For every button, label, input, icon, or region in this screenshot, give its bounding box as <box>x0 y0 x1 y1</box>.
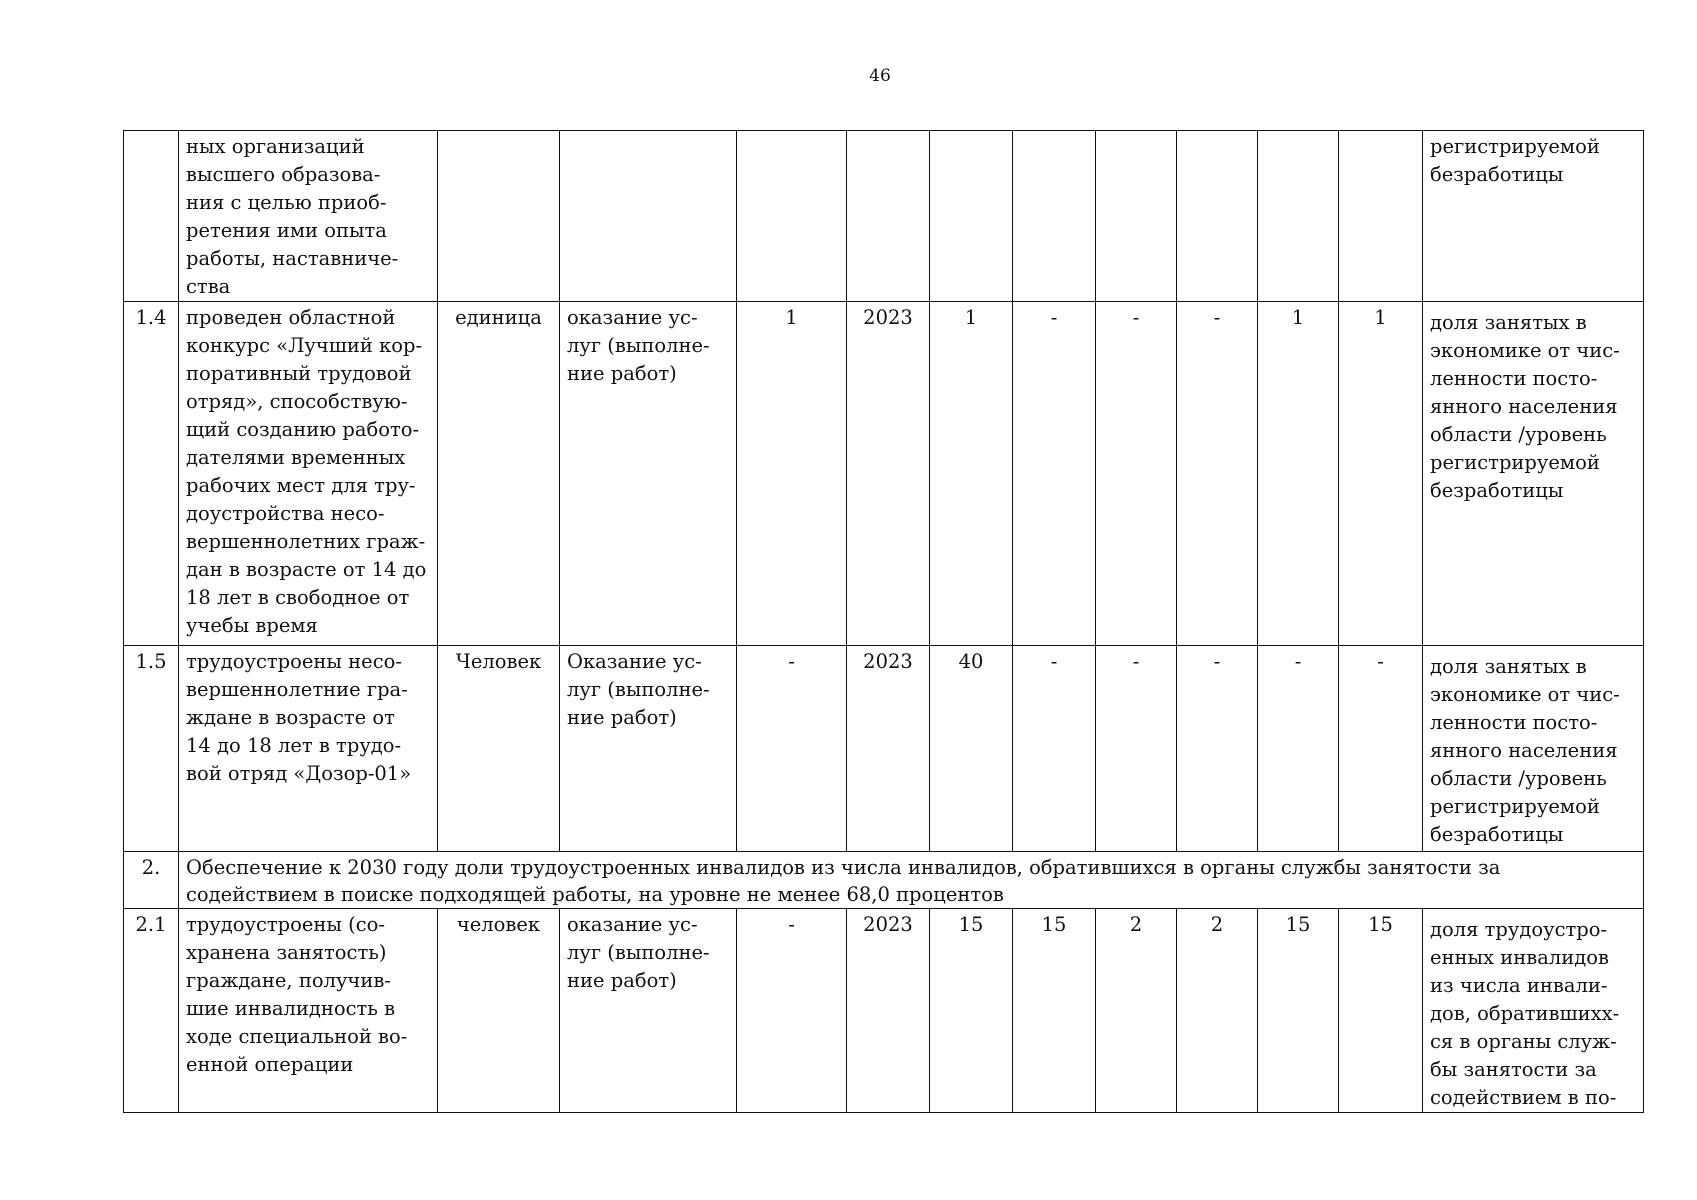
value-cell: 2 <box>1096 909 1177 1113</box>
row-number: 1.4 <box>124 302 179 646</box>
value-cell: 15 <box>1013 909 1096 1113</box>
value-cell: 15 <box>1339 909 1423 1113</box>
task-text: трудоустроены (со- хранена занятость) граждане, получив- шие инвалидность в ходе специальной во- енной операции <box>179 909 438 1113</box>
value-cell <box>1013 131 1096 302</box>
value-cell <box>1258 131 1339 302</box>
base-value: 1 <box>737 302 847 646</box>
value-cell: 15 <box>930 909 1013 1113</box>
unit-cell: единица <box>438 302 560 646</box>
base-year: 2023 <box>847 646 930 852</box>
unit-cell: Человек <box>438 646 560 852</box>
type-cell: Оказание ус- луг (выполне- ние работ) <box>560 646 737 852</box>
value-cell: 2 <box>1177 909 1258 1113</box>
table-row <box>124 909 1644 1113</box>
value-cell: - <box>1013 302 1096 646</box>
section-row <box>124 852 1644 909</box>
unit-cell: человек <box>438 909 560 1113</box>
value-cell: - <box>1177 302 1258 646</box>
base-value: - <box>737 646 847 852</box>
task-text: ных организаций высшего образова- ния с целью приоб- ретения ими опыта работы, наставниче- ства <box>179 131 438 302</box>
task-text: проведен областной конкурс «Лучший кор- поративный трудовой отряд», способствую- щий созданию работо- дателями временных рабочих мест для тру- доустройства несо- вершеннолетних граж- дан в возрасте от 14 до 18 лет в свободное от учебы время <box>179 302 438 646</box>
value-cell <box>1096 131 1177 302</box>
value-cell: - <box>1096 646 1177 852</box>
type-cell <box>560 131 737 302</box>
table-row <box>124 302 1644 646</box>
table-row <box>124 646 1644 852</box>
row-number: 2.1 <box>124 909 179 1113</box>
unit-cell <box>438 131 560 302</box>
measures-table <box>123 130 1644 1113</box>
base-year: 2023 <box>847 909 930 1113</box>
value-cell: 1 <box>930 302 1013 646</box>
value-cell <box>930 131 1013 302</box>
page-number: 46 <box>869 66 891 86</box>
base-year: 2023 <box>847 302 930 646</box>
section-title: Обеспечение к 2030 году доли трудоустроенных инвалидов из числа инвалидов, обратившихся в органы службы занятости за содействием в поиске подходящей работы, на уровне не менее 68,0 процентов <box>179 852 1644 909</box>
value-cell <box>1177 131 1258 302</box>
value-cell: - <box>1339 646 1423 852</box>
value-cell: 15 <box>1258 909 1339 1113</box>
indicator-cell: регистрируемой безработицы <box>1423 131 1644 302</box>
section-number: 2. <box>124 852 179 909</box>
base-year <box>847 131 930 302</box>
value-cell <box>1339 131 1423 302</box>
base-value <box>737 131 847 302</box>
value-cell: 1 <box>1258 302 1339 646</box>
type-cell: оказание ус- луг (выполне- ние работ) <box>560 302 737 646</box>
value-cell: 40 <box>930 646 1013 852</box>
type-cell: оказание ус- луг (выполне- ние работ) <box>560 909 737 1113</box>
row-number <box>124 131 179 302</box>
indicator-cell: доля трудоустро- енных инвалидов из числа инвали- дов, обратившихх- ся в органы служ- бы занятости за содействием в по- <box>1423 909 1644 1113</box>
value-cell: - <box>1013 646 1096 852</box>
value-cell: 1 <box>1339 302 1423 646</box>
value-cell: - <box>1177 646 1258 852</box>
row-number: 1.5 <box>124 646 179 852</box>
base-value: - <box>737 909 847 1113</box>
value-cell: - <box>1096 302 1177 646</box>
table-row <box>124 131 1644 302</box>
task-text: трудоустроены несо- вершеннолетние гра- ждане в возрасте от 14 до 18 лет в трудо- вой отряд «Дозор-01» <box>179 646 438 852</box>
value-cell: - <box>1258 646 1339 852</box>
indicator-cell: доля занятых в экономике от чис- ленности посто- янного населения области /уровень регистрируемой безработицы <box>1423 646 1644 852</box>
indicator-cell: доля занятых в экономике от чис- ленности посто- янного населения области /уровень регистрируемой безработицы <box>1423 302 1644 646</box>
